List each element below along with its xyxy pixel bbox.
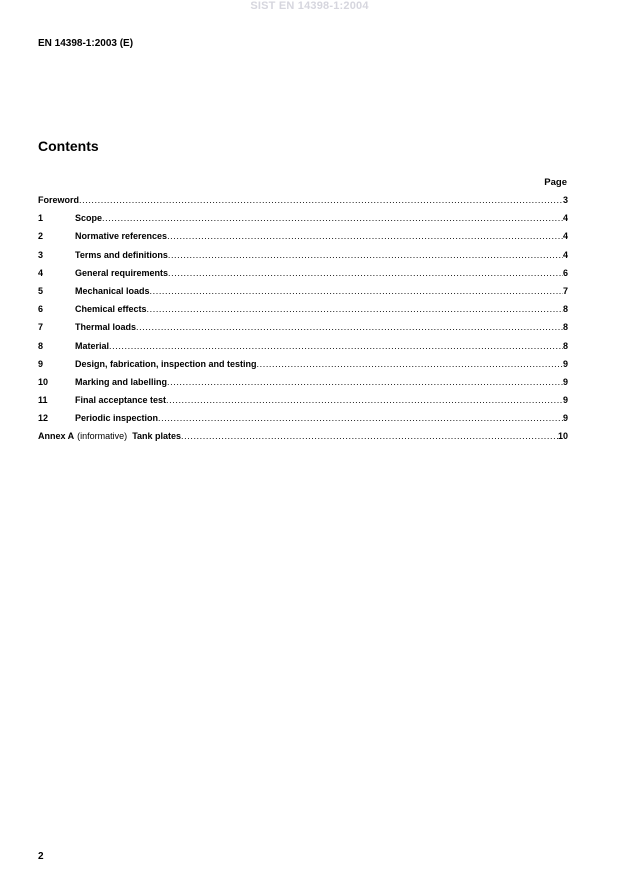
toc-entry-title: Scope [75, 213, 103, 224]
toc-entry-title: Foreword [38, 195, 80, 205]
dot-leader [181, 430, 558, 442]
toc-entry-page: 9 [562, 413, 568, 424]
dot-leader [167, 230, 563, 242]
toc-entry-number: 11 [38, 395, 48, 406]
toc-entry-title: Periodic inspection [75, 413, 159, 424]
dot-leader [79, 194, 563, 206]
toc-entry-marking-and-labelling[interactable] [38, 376, 568, 394]
toc-entry-number: 7 [38, 322, 44, 333]
toc-entry-chemical-effects[interactable] [38, 303, 568, 321]
dot-leader [257, 358, 563, 370]
toc-entry-number: 6 [38, 304, 44, 315]
toc-entry-number: 3 [38, 249, 44, 260]
dot-leader [150, 285, 563, 297]
toc-entry-title: Material [75, 340, 110, 351]
toc-entry-page: 8 [562, 304, 568, 315]
toc-entry-final-acceptance-test[interactable] [38, 394, 568, 412]
document-identifier: EN 14398-1:2003 (E) [38, 38, 134, 49]
toc-entry-page: 4 [562, 231, 568, 242]
dot-leader [109, 340, 563, 352]
toc-entry-page: 7 [562, 285, 568, 296]
toc-entry-page: 9 [562, 376, 568, 387]
toc-entry-title: Thermal loads [75, 322, 137, 333]
toc-entry-thermal-loads[interactable] [38, 321, 568, 339]
dot-leader [158, 412, 563, 424]
toc-entry-periodic-inspection[interactable] [38, 412, 568, 430]
toc-entry-title: Terms and definitions [75, 249, 168, 260]
toc-entry-title: Marking and labelling [75, 376, 168, 387]
dot-leader [166, 394, 563, 406]
page-column-header: Page [544, 177, 567, 188]
toc-entry-number: 12 [38, 413, 49, 424]
toc-entry-page: 9 [562, 395, 568, 406]
toc-entry-title: General requirements [75, 267, 169, 278]
toc-entry-page: 9 [562, 358, 568, 369]
toc-entry-page: 3 [562, 195, 568, 205]
toc-entry-title: Chemical effects [75, 304, 147, 315]
toc-entry-general-requirements[interactable] [38, 267, 568, 285]
dot-leader [167, 376, 563, 388]
dot-leader [136, 321, 563, 333]
toc-entry-page: 4 [562, 249, 568, 260]
toc-entry-title: Design, fabrication, inspection and testing [75, 358, 257, 369]
dot-leader [102, 212, 563, 224]
toc-entry-number: 8 [38, 340, 44, 351]
toc-entry-number: 10 [38, 376, 49, 387]
toc-entry-number: 5 [38, 285, 44, 296]
toc-entry-terms-and-definitions[interactable] [38, 249, 568, 267]
toc-entry-material[interactable] [38, 340, 568, 358]
toc-entry-page: 8 [562, 322, 568, 333]
toc-entry-foreword[interactable] [38, 194, 568, 212]
dot-leader [168, 267, 563, 279]
dot-leader [147, 303, 563, 315]
toc-entry-mechanical-loads[interactable] [38, 285, 568, 303]
toc-entry-page: 10 [557, 431, 568, 442]
toc-entry-number: 2 [38, 231, 44, 242]
toc-entry-title: Normative references [75, 231, 168, 242]
contents-heading: Contents [38, 138, 99, 154]
toc-entry-number: 4 [38, 267, 44, 278]
annex-kind: (informative) [77, 431, 128, 442]
toc-entry-design-fabrication[interactable] [38, 358, 568, 376]
toc-entry-page: 4 [562, 213, 568, 224]
toc-entry-title: Tank plates [132, 431, 182, 442]
toc-entry-page: 6 [562, 267, 568, 278]
watermark: SIST EN 14398-1:2004 [250, 0, 369, 12]
table-of-contents [38, 194, 568, 449]
annex-label: Annex A [38, 431, 75, 442]
toc-entry-page: 8 [562, 340, 568, 351]
toc-entry-number: 1 [38, 213, 44, 224]
toc-entry-scope[interactable] [38, 212, 568, 230]
dot-leader [168, 249, 563, 261]
toc-entry-number: 9 [38, 358, 44, 369]
toc-entry-title: Mechanical loads [75, 285, 150, 296]
toc-entry-normative-references[interactable] [38, 230, 568, 248]
toc-entry-annex-a[interactable] [38, 430, 568, 448]
toc-entry-title: Final acceptance test [75, 395, 167, 406]
page-number: 2 [38, 851, 44, 862]
